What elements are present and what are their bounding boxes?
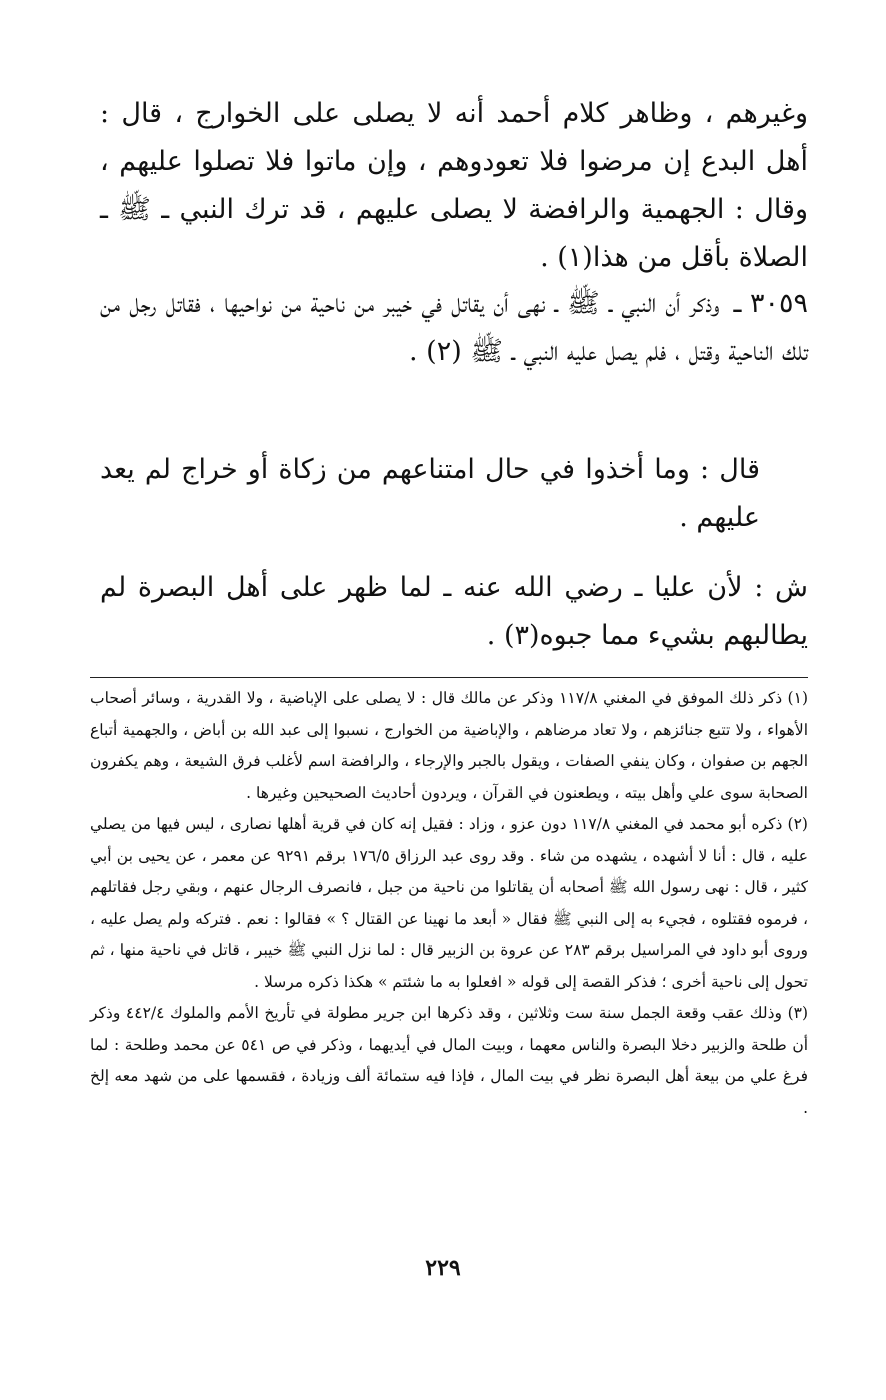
footnotes-section <box>90 683 808 1124</box>
item-number: ٣٠٥٩ ـ <box>733 288 808 319</box>
footnote-divider <box>90 677 808 678</box>
page-number: ٢٢٩ <box>425 1255 461 1281</box>
footnote-1: (١) ذكر ذلك الموفق في المغني ١١٧/٨ وذكر عن مالك قال : لا يصلى على الإباضية ، ولا القدرية ، وسائر أصحاب الأهواء ، ولا تتبع جنائزهم ، ولا تعاد مرضاهم ، والإباضية من الخوارج ، نسبوا إلى عبد الله بن أباض ، والجهمية أتباع الجهم بن صفوان ، وكان ينفي الصفات ، ويقول بالجبر والإرجاء ، والرافضة اسم لأغلب فرق الشيعة ، وهم يكفرون الصحابة سوى علي وأهل بيته ، ويطعنون في القرآن ، ويردون أحاديث الصحيحين وغيرها . <box>90 689 808 802</box>
paragraph-text: وغيرهم ، وظاهر كلام أحمد أنه لا يصلى على الخوارج ، قال : أهل البدع إن مرضوا فلا تعودوهم ، وإن ماتوا فلا تصلوا عليهم ، وقال : الجهمية والرافضة لا يصلى عليهم ، قد ترك النبي ـ ﷺ ـ الصلاة بأقل من هذا(١) . <box>100 98 808 273</box>
item-paragraph <box>100 280 808 376</box>
footnote-3: (٣) وذلك عقب وقعة الجمل سنة ست وثلاثين ، وقد ذكرها ابن جرير مطولة في تأريخ الأمم والملوك ٤٤٢/٤ وذكر أن طلحة والزبير دخلا البصرة والناس معهما ، وبيت المال في أيديهما ، وذكر في ص ٥٤١ عن محمد وطلحة : لما فرغ علي من بيعة أهل البصرة نظر في بيت المال ، فإذا فيه ستمائة ألف وزيادة ، فقسمها على من شهد معه إلخ . <box>90 1004 809 1117</box>
item-text: وذكر أن النبي ـ ﷺ ـ نهى أن يقاتل في خيبر من ناحية من نواحيها ، فقاتل رجل من تلك الناحية وقتل ، فلم يصل عليه النبي ـ ﷺ (٢) . <box>100 288 808 367</box>
sharh-paragraph <box>100 564 808 660</box>
footnote-2: (٢) ذكره أبو محمد في المغني ١١٧/٨ دون عزو ، وزاد : فقيل إنه كان في قرية أهلها نصارى ، ليس فيها من يصلي عليه ، قال : أنا لا أشهده ، يشهده من شاء . وقد روى عبد الرزاق ١٧٦/٥ برقم ٩٢٩١ عن معمر ، عن يحيى بن أبي كثير ، قال : نهى رسول الله ﷺ أصحابه أن يقاتلوا من ناحية من جبل ، فانصرف الرجال عنهم ، وبقي رجل فقاتلهم ، فرموه فقتلوه ، فجيء به إلى النبي ﷺ فقال « أبعد ما نهينا عن القتال ؟ » فقالوا : نعم . فتركه ولم يصل عليه ، وروى أبو داود في المراسيل برقم ٢٨٣ عن عروة بن الزبير قال : لما نزل النبي ﷺ خيبر ، قاتل في ناحية منها ، ثم تحول إلى ناحية أخرى ؛ فذكر القصة إلى قوله « افعلوا به ما شئتم » هكذا ذكره مرسلا . <box>90 815 808 991</box>
paragraph-text: ش : لأن عليا ـ رضي الله عنه ـ لما ظهر على أهل البصرة لم يطالبهم بشيء مما جبوه(٣) . <box>100 572 808 651</box>
main-paragraph-1 <box>100 90 808 282</box>
numbered-item-3059 <box>100 280 808 376</box>
matn-paragraph <box>100 446 760 542</box>
paragraph-text: قال : وما أخذوا في حال امتناعهم من زكاة أو خراج لم يعد عليهم . <box>100 454 760 533</box>
